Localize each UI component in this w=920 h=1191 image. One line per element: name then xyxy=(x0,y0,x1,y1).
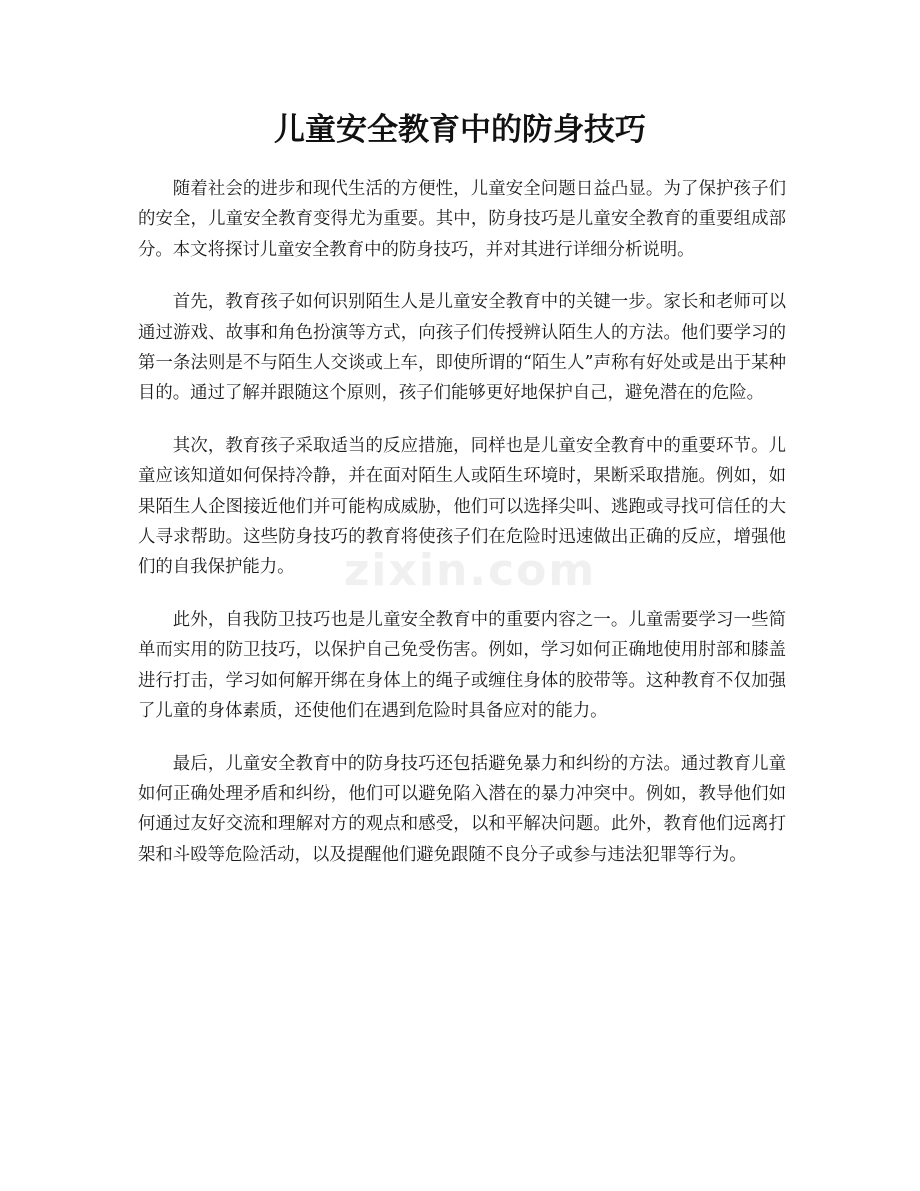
paragraph-1: 随着社会的进步和现代生活的方便性，儿童安全问题日益凸显。为了保护孩子们的安全，儿童安全教育变得尤为重要。其中，防身技巧是儿童安全教育的重要组成部分。本文将探讨儿童安全教育中的防身技巧，并对其进行详细分析说明。 xyxy=(138,179,786,260)
paragraph-4: 此外，自我防卫技巧也是儿童安全教育中的重要内容之一。儿童需要学习一些简单而实用的防卫技巧，以保护自己免受伤害。例如，学习如何正确地使用肘部和膝盖进行打击，学习如何解开绑在身体上的绳子或缠住身体的胶带等。这种教育不仅加强了儿童的身体素质，还使他们在遇到危险时具备应对的能力。 xyxy=(138,609,786,722)
paragraph-3: 其次，教育孩子采取适当的反应措施，同样也是儿童安全教育中的重要环节。儿童应该知道如何保持冷静，并在面对陌生人或陌生环境时，果断采取措施。例如，如果陌生人企图接近他们并可能构成威胁，他们可以选择尖叫、逃跑或寻找可信任的大人寻求帮助。这些防身技巧的教育将使孩子们在危险时迅速做出正确的反应，增强他们的自我保护能力。 xyxy=(138,435,786,578)
document-body xyxy=(138,174,786,892)
watermark: zixin.com xyxy=(343,545,597,596)
paragraph-2: 首先，教育孩子如何识别陌生人是儿童安全教育中的关键一步。家长和老师可以通过游戏、故事和角色扮演等方式，向孩子们传授辨认陌生人的方法。他们要学习的第一条法则是不与陌生人交谈或上车，即使所谓的“陌生人”声称有好处或是出于某种目的。通过了解并跟随这个原则，孩子们能够更好地保护自己，避免潜在的危险。 xyxy=(138,292,786,404)
paragraph-5: 最后，儿童安全教育中的防身技巧还包括避免暴力和纠纷的方法。通过教育儿童如何正确处理矛盾和纠纷，他们可以避免陷入潜在的暴力冲突中。例如，教导他们如何通过友好交流和理解对方的观点和感受，以和平解决问题。此外，教育他们远离打架和斗殴等危险活动，以及提醒他们避免跟随不良分子或参与违法犯罪等行为。 xyxy=(138,753,786,865)
document-title: 儿童安全教育中的防身技巧 xyxy=(274,112,646,148)
